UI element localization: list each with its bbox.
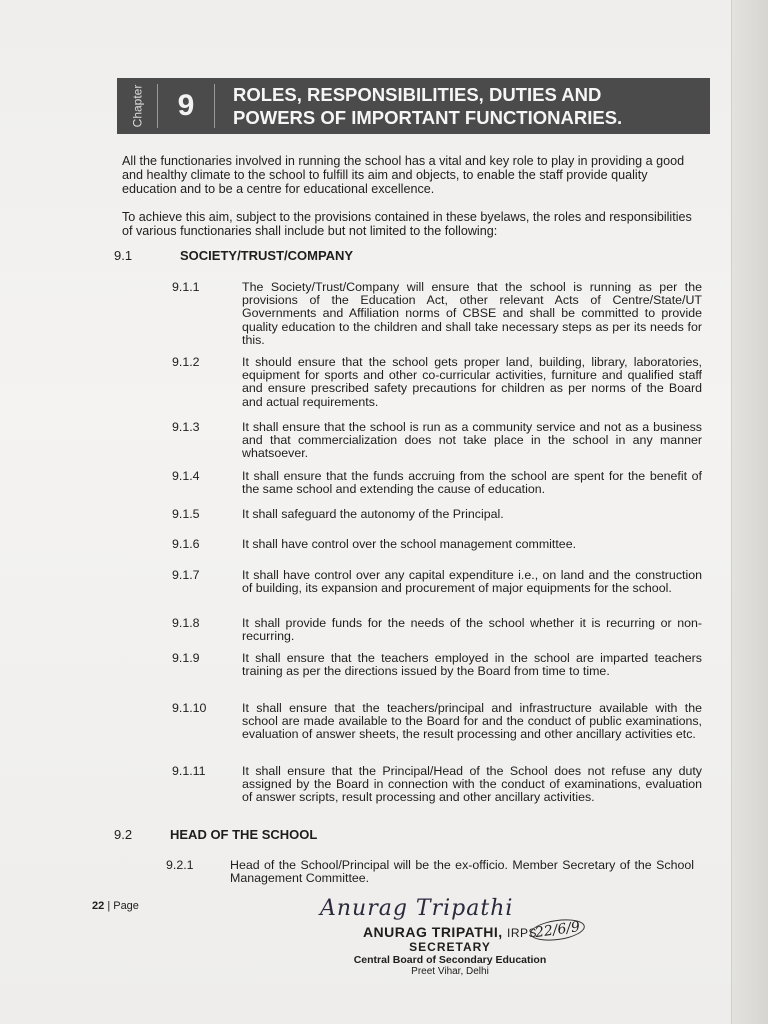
- item-text: It shall ensure that the funds accruing from the school are spent for the benefit of the same school and extending the cause of education.: [242, 469, 702, 497]
- section-number: 9.2: [114, 827, 133, 842]
- item-text: It should ensure that the school gets proper land, building, library, laboratories, equipment for sports and other co-curricular activities, furniture and qualified staff and ensure prescribed safety precautions for children as per norms of the Board and actual requirements.: [242, 355, 702, 409]
- list-item: [172, 538, 702, 551]
- chapter-title: [233, 83, 622, 129]
- chapter-title-line-2: POWERS OF IMPORTANT FUNCTIONARIES.: [233, 107, 623, 128]
- chapter-number: 9: [177, 89, 195, 122]
- item-number: 9.1.7: [172, 568, 200, 582]
- section-heading-9-2: [114, 827, 317, 842]
- item-number: 9.1.5: [172, 507, 200, 521]
- item-number: 9.1.9: [172, 651, 200, 665]
- handwritten-signature: Anurag Tripathi: [320, 896, 514, 921]
- item-text: It shall provide funds for the needs of the school whether it is recurring or non-recurring.: [242, 616, 702, 644]
- signatory-name: ANURAG TRIPATHI, IRPS: [362, 924, 538, 940]
- item-number: 9.1.10: [172, 701, 207, 715]
- list-item: [172, 470, 702, 496]
- item-number: 9.1.1: [172, 280, 200, 294]
- item-number: 9.2.1: [166, 858, 194, 872]
- section-title: SOCIETY/TRUST/COMPANY: [180, 248, 354, 263]
- signature-block: [300, 896, 600, 977]
- chapter-title-line-1: ROLES, RESPONSIBILITIES, DUTIES AND: [233, 84, 602, 105]
- list-item: [172, 765, 702, 805]
- signatory-role: SECRETARY: [409, 940, 491, 954]
- item-number: 9.1.2: [172, 355, 200, 369]
- list-item: [172, 652, 702, 678]
- list-item: [166, 859, 694, 885]
- list-item: [172, 617, 702, 643]
- item-number: 9.1.4: [172, 469, 200, 483]
- item-text: The Society/Trust/Company will ensure that the school is running as per the provisions of the Education Act, other relevant Acts of Centre/State/UT Governments and Affiliation norms of CBSE and shall be committed to provide quality education to the children and shall take necessary steps as per its needs for this.: [242, 280, 702, 347]
- signatory-organization: Central Board of Secondary Education: [353, 954, 547, 966]
- item-text: It shall have control over the school management committee.: [242, 537, 577, 551]
- signatory-location: Preet Vihar, Delhi: [411, 966, 489, 977]
- chapter-header: [117, 78, 710, 134]
- page-edge-shadow: [731, 0, 768, 1024]
- list-item: [172, 421, 702, 461]
- item-text: It shall ensure that the teachers employed in the school are imparted teachers training as per the directions issued by the Board from time to time.: [242, 651, 702, 679]
- list-item: [172, 356, 702, 409]
- item-number: 9.1.8: [172, 616, 200, 630]
- item-text: Head of the School/Principal will be the ex-officio. Member Secretary of the School Management Committee.: [230, 858, 694, 886]
- item-number: 9.1.3: [172, 420, 200, 434]
- item-number: 9.1.6: [172, 537, 200, 551]
- page-number: 22 | Page: [92, 900, 139, 912]
- item-text: It shall ensure that the school is run as a community service and not as a business and that commercialization does not take place in the school in any manner whatsoever.: [242, 420, 702, 461]
- list-item: [172, 281, 702, 347]
- list-item: [172, 569, 702, 595]
- section-number: 9.1: [114, 248, 133, 263]
- item-text: It shall safeguard the autonomy of the Principal.: [242, 507, 504, 521]
- item-text: It shall have control over any capital expenditure i.e., on land and the construction of building, its expansion and procurement of major equipments for the school.: [242, 568, 702, 596]
- intro-paragraph-2: To achieve this aim, subject to the provisions contained in these byelaws, the roles and responsibilities of various functionaries shall include but not limited to the following:: [122, 210, 692, 238]
- section-heading-9-1: [114, 248, 353, 263]
- chapter-label: Chapter: [130, 84, 145, 128]
- list-item: [172, 508, 702, 521]
- signature-date: 22/6/9: [529, 916, 586, 943]
- item-text: It shall ensure that the teachers/principal and infrastructure available with the school are made available to the Board for and the conduct of public examinations, evaluation of answer sheets, the result processing and other ancillary activities etc.: [242, 701, 702, 742]
- list-item: [172, 702, 702, 742]
- section-title: HEAD OF THE SCHOOL: [170, 827, 318, 842]
- item-text: It shall ensure that the Principal/Head of the School does not refuse any duty assigned by the Board in connection with the conduct of examinations, evaluation of answer scripts, result processing and other ancillary activities.: [242, 764, 702, 805]
- intro-paragraph-1: All the functionaries involved in running the school has a vital and key role to play in providing a good and healthy climate to the school to fulfill its aim and objects, to enable the staff provide quality education and to be a centre for educational excellence.: [122, 154, 685, 196]
- item-number: 9.1.11: [172, 764, 206, 778]
- header-divider: [214, 84, 215, 128]
